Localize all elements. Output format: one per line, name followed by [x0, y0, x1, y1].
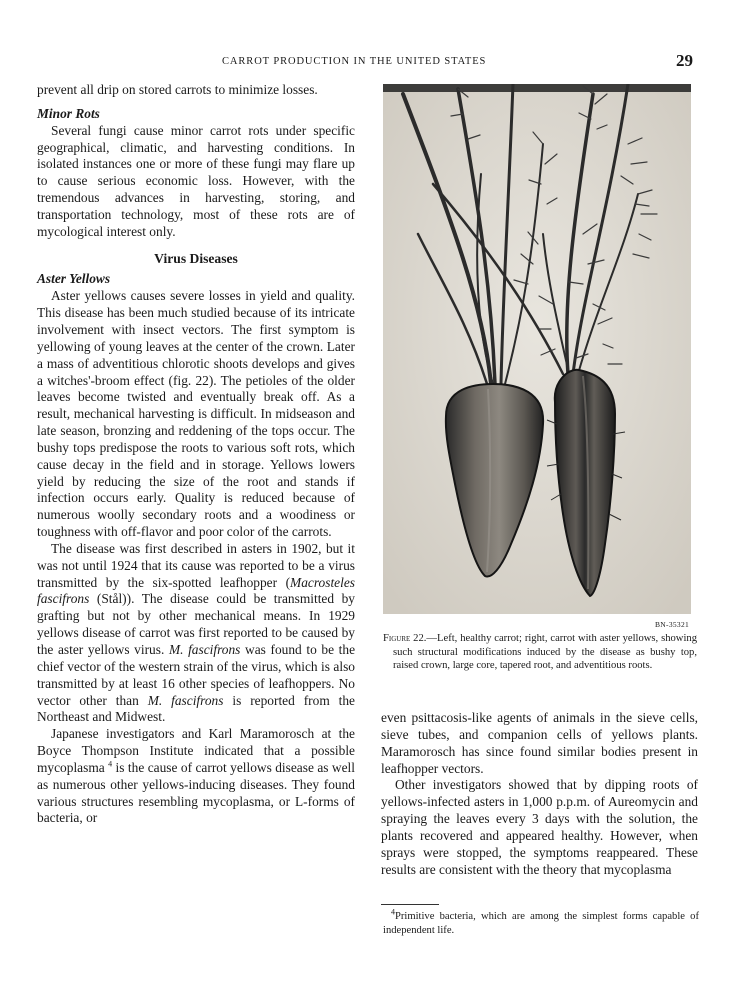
minor-rots-heading: Minor Rots [37, 105, 100, 121]
virus-diseases-heading: Virus Diseases [154, 250, 238, 266]
continued-paragraph: prevent all drip on stored carrots to minimize losses. [37, 82, 318, 97]
page-number: 29 [676, 51, 693, 70]
right-column [381, 710, 698, 878]
carrot-illustration [383, 84, 691, 614]
aster-yellows-heading: Aster Yellows [37, 271, 111, 287]
species-name: M. fascifrons [168, 642, 241, 657]
text-run: is reported from the Northeast and Midwest. [37, 692, 355, 725]
text-run: was found to be the chief vector of the western strain of the virus, which is also transmitted by at least 16 other species of leafhoppers. No vector other than [37, 642, 356, 708]
text-run: The disease was first described in asters in 1902, but it was not until 1924 that its cause was reported to be a virus transmitted by the six-spotted leafhopper ( [37, 540, 355, 590]
species-name: M. fascifrons [147, 692, 224, 708]
text-run: is the cause of carrot yellows disease as well as numerous other yellows-inducing diseases. They found various structures resembling mycoplasma, or L-forms of bacteria, or [37, 759, 355, 826]
minor-rots-paragraph: Several fungi cause minor carrot rots under specific geographical, climatic, and harvesting conditions. In isolated instances one or more of these fungi may flare up to cause serious economic loss. However, with the tremendous advances in harvesting, storing, and transportation technology, most of these rots are of mycological interest only. [37, 122, 355, 239]
aster-paragraph-3 [37, 726, 355, 827]
footnote-rule [381, 904, 439, 905]
carrot-photograph [383, 84, 691, 614]
aster-paragraph-1: Aster yellows causes severe losses in yield and quality. This disease has been much studied because of its intricate involvement with insect vectors. The first symptom is yellowing of young leaves at the center of the crown. Later a mass of adventitious chlorotic shoots develops and gives a witches'-broom effect (fig. 22). The petioles of the older leaves become twisted and eventually break off. As a result, mechanical harvesting is difficult. In midseason and late season, bronzing and reddening of the tops occur. The bushy tops predispose the roots to various soft rots, which cause decay in the field and in storage. Yellows lowers yield by reducing the size of the root and stands if infection occurs early. Quality is reduced because of numerous woolly secondary roots and a woodiness or toughness with off-flavor and poor color of the carrots. [37, 288, 355, 540]
caption-text: —Left, healthy carrot; right, carrot with aster yellows, showing such structural modifications induced by the disease as bushy top, raised crown, large core, tapered root, and adventitious roots. [393, 633, 697, 671]
footnote-marker: 4 [391, 907, 395, 917]
continued-paragraph-right: even psittacosis-like agents of animals in the sieve cells, sieve tubes, and companion cells of yellows plants. Maramorosch has since found similar bodies present in leafhopper vectors. [381, 710, 698, 776]
text-run: Japanese investigators and Karl Maramorosch at the Boyce Thompson Institute indicated that a possible mycoplasma [37, 726, 355, 775]
species-name: Macrosteles fascifrons [37, 574, 355, 607]
negative-number: BN-35321 [655, 620, 690, 629]
footnote-ref: 4 [108, 759, 113, 769]
footnote-text: Primitive bacteria, which are among the simplest forms capable of independent life. [383, 911, 699, 936]
figure-caption [383, 632, 697, 673]
running-header [0, 51, 740, 70]
footnote [383, 907, 699, 937]
caption-label: Figure 22. [383, 633, 427, 644]
aureomycin-paragraph: Other investigators showed that by dipping roots of yellows-infected asters in 1,000 p.p.m. of Aureomycin and spraying the leaves every 3 days with the solution, the plants recovered and appeared healthy. However, when sprays were stopped, the symptoms reappeared. These results are consistent with the theory that mycoplasma [381, 777, 698, 877]
text-run: (Stål)). The disease could be transmitted by grafting but not by other mechanical means. In 1929 yellows disease of carrot was first reported to be caused by the aster yellows virus. [37, 591, 355, 657]
aster-paragraph-2 [37, 541, 355, 726]
running-title: CARROT PRODUCTION IN THE UNITED STATES [222, 56, 487, 67]
left-column [37, 82, 355, 827]
